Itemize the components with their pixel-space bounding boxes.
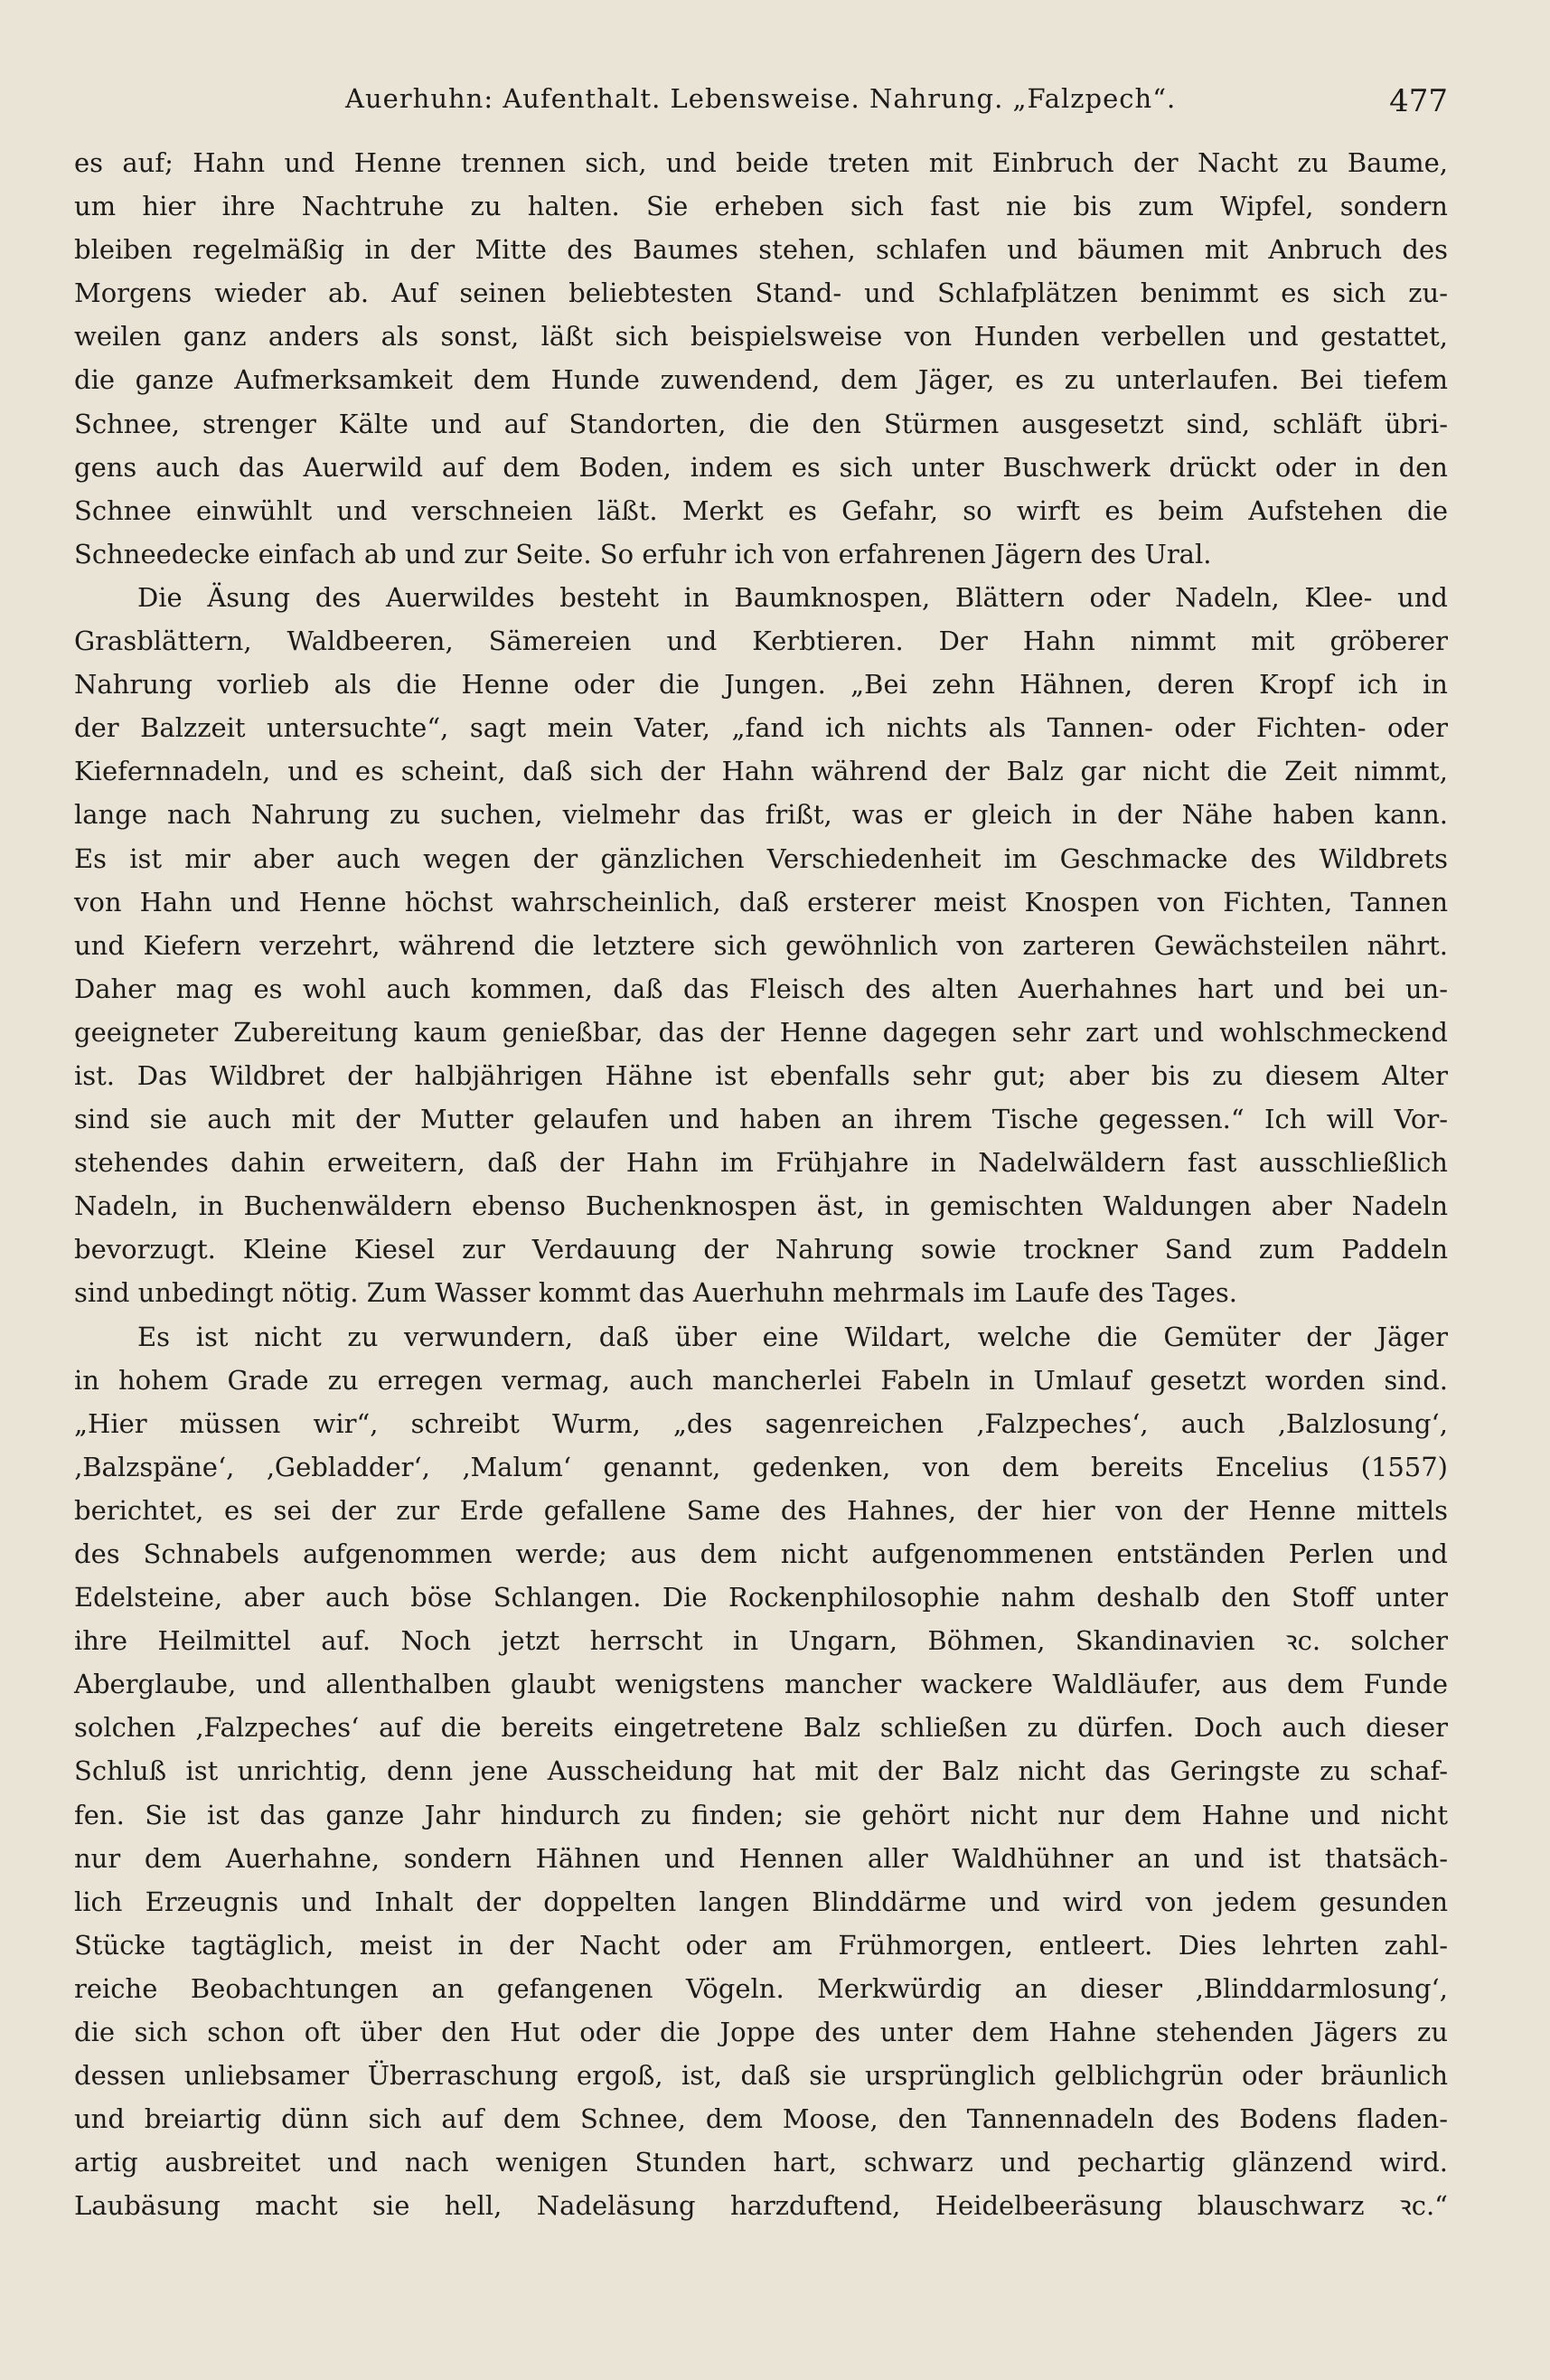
text-line: die sich schon oft über den Hut oder die Joppe des unter dem Hahne stehenden Jägers zu: [74, 2017, 1448, 2048]
text-line: weilen ganz anders als sonst, läßt sich beispielsweise von Hunden verbellen und gestattet,: [74, 321, 1448, 353]
text-line: solchen ‚Falzpeches‘ auf die bereits eingetretene Balz schließen zu dürfen. Doch auch dieser: [74, 1712, 1448, 1744]
page-header: [74, 80, 1448, 128]
running-head: Auerhuhn: Aufenthalt. Lebensweise. Nahrung. „Falzpech“.: [345, 83, 1177, 114]
text-line: Es ist nicht zu verwundern, daß über eine Wildart, welche die Gemüter der Jäger: [137, 1321, 1448, 1352]
text-line: Schnee einwühlt und verschneien läßt. Merkt es Gefahr, so wirft es beim Aufstehen die: [74, 494, 1448, 526]
text-line: sind sie auch mit der Mutter gelaufen und haben an ihrem Tische gegessen.“ Ich will Vor-: [74, 1104, 1448, 1135]
text-line: reiche Beobachtungen an gefangenen Vögeln. Merkwürdig an dieser ‚Blinddarmlosung‘,: [74, 1972, 1448, 2004]
text-line: sind unbedingt nötig. Zum Wasser kommt das Auerhuhn mehrmals im Laufe des Tages.: [74, 1277, 1238, 1309]
text-line: stehendes dahin erweitern, daß der Hahn im Frühjahre in Nadelwäldern fast ausschließlich: [74, 1147, 1448, 1179]
text-line: „Hier müssen wir“, schreibt Wurm, „des sagenreichen ‚Falzpeches‘, auch ‚Balzlosung‘,: [74, 1407, 1448, 1439]
text-line: Es ist mir aber auch wegen der gänzlichen Verschiedenheit im Geschmacke des Wildbrets: [74, 842, 1448, 874]
text-line: nur dem Auerhahne, sondern Hähnen und Hennen aller Waldhühner an und ist thatsäch-: [74, 1842, 1448, 1874]
body-text: [74, 141, 1448, 2228]
text-line: fen. Sie ist das ganze Jahr hindurch zu finden; sie gehört nicht nur dem Hahne und nicht: [74, 1799, 1448, 1830]
text-line: ‚Balzspäne‘, ‚Gebladder‘, ‚Malum‘ genannt, gedenken, von dem bereits Encelius (1557): [74, 1451, 1448, 1482]
text-line: Schnee, strenger Kälte und auf Standorten, die den Stürmen ausgesetzt sind, schläft übri-: [74, 408, 1448, 439]
text-line: des Schnabels aufgenommen werde; aus dem nicht aufgenommenen entständen Perlen und: [74, 1538, 1448, 1569]
text-line: Schneedecke einfach ab und zur Seite. So erfuhr ich von erfahrenen Jägern des Ural.: [74, 538, 1212, 569]
text-line: Schluß ist unrichtig, denn jene Ausscheidung hat mit der Balz nicht das Geringste zu schaf-: [74, 1755, 1448, 1787]
text-line: und breiartig dünn sich auf dem Schnee, dem Moose, den Tannennadeln des Bodens fladen-: [74, 2103, 1448, 2135]
page-number: 477: [1389, 83, 1448, 119]
text-line: artig ausbreitet und nach wenigen Stunden hart, schwarz und pechartig glänzend wird.: [74, 2147, 1448, 2178]
text-line: und Kiefern verzehrt, während die letztere sich gewöhnlich von zarteren Gewächsteilen nährt.: [74, 929, 1448, 961]
text-line: von Hahn und Henne höchst wahrscheinlich, daß ersterer meist Knospen von Fichten, Tannen: [74, 886, 1448, 917]
text-line: Die Äsung des Auerwildes besteht in Baumknospen, Blättern oder Nadeln, Klee- und: [137, 581, 1448, 613]
text-line: es auf; Hahn und Henne trennen sich, und beide treten mit Einbruch der Nacht zu Baume,: [74, 147, 1448, 178]
text-line: Laubäsung macht sie hell, Nadeläsung harzduftend, Heidelbeeräsung blauschwarz ꝛc.“: [74, 2190, 1448, 2222]
text-line: Stücke tagtäglich, meist in der Nacht oder am Frühmorgen, entleert. Dies lehrten zahl-: [74, 1929, 1448, 1961]
text-line: der Balzzeit untersuchte“, sagt mein Vater, „fand ich nichts als Tannen- oder Fichten- oder: [74, 712, 1448, 744]
text-line: gens auch das Auerwild auf dem Boden, indem es sich unter Buschwerk drückt oder in den: [74, 451, 1448, 483]
text-line: bevorzugt. Kleine Kiesel zur Verdauung der Nahrung sowie trockner Sand zum Paddeln: [74, 1234, 1448, 1265]
text-line: Nadeln, in Buchenwäldern ebenso Buchenknospen äst, in gemischten Waldungen aber Nadeln: [74, 1190, 1448, 1222]
text-line: bleiben regelmäßig in der Mitte des Baumes stehen, schlafen und bäumen mit Anbruch des: [74, 234, 1448, 266]
text-line: lich Erzeugnis und Inhalt der doppelten langen Blinddärme und wird von jedem gesunden: [74, 1886, 1448, 1917]
text-line: ihre Heilmittel auf. Noch jetzt herrscht in Ungarn, Böhmen, Skandinavien ꝛc. solcher: [74, 1625, 1448, 1657]
text-line: ist. Das Wildbret der halbjährigen Hähne ist ebenfalls sehr gut; aber bis zu diesem Alter: [74, 1059, 1448, 1091]
text-line: dessen unliebsamer Überraschung ergoß, ist, daß sie ursprünglich gelblichgrün oder bräunlich: [74, 2060, 1448, 2092]
text-line: geeigneter Zubereitung kaum genießbar, das der Henne dagegen sehr zart und wohlschmeckend: [74, 1016, 1448, 1048]
text-line: Nahrung vorlieb als die Henne oder die Jungen. „Bei zehn Hähnen, deren Kropf ich in: [74, 669, 1448, 701]
text-line: berichtet, es sei der zur Erde gefallene Same des Hahnes, der hier von der Henne mittels: [74, 1494, 1448, 1526]
text-line: Morgens wieder ab. Auf seinen beliebtesten Stand- und Schlafplätzen benimmt es sich zu-: [74, 278, 1448, 309]
text-line: lange nach Nahrung zu suchen, vielmehr das frißt, was er gleich in der Nähe haben kann.: [74, 799, 1448, 831]
text-line: die ganze Aufmerksamkeit dem Hunde zuwendend, dem Jäger, es zu unterlaufen. Bei tiefem: [74, 364, 1448, 396]
text-line: in hohem Grade zu erregen vermag, auch mancherlei Fabeln in Umlauf gesetzt worden sind.: [74, 1364, 1448, 1396]
text-line: um hier ihre Nachtruhe zu halten. Sie erheben sich fast nie bis zum Wipfel, sondern: [74, 191, 1448, 222]
text-line: Edelsteine, aber auch böse Schlangen. Die Rockenphilosophie nahm deshalb den Stoff unter: [74, 1582, 1448, 1613]
text-line: Grasblättern, Waldbeeren, Sämereien und Kerbtieren. Der Hahn nimmt mit gröberer: [74, 626, 1448, 657]
text-line: Daher mag es wohl auch kommen, daß das Fleisch des alten Auerhahnes hart und bei un-: [74, 973, 1448, 1004]
text-line: Aberglaube, und allenthalben glaubt wenigstens mancher wackere Waldläufer, aus dem Funde: [74, 1669, 1448, 1700]
text-line: Kiefernnadeln, und es scheint, daß sich der Hahn während der Balz gar nicht die Zeit nimmt,: [74, 756, 1448, 787]
